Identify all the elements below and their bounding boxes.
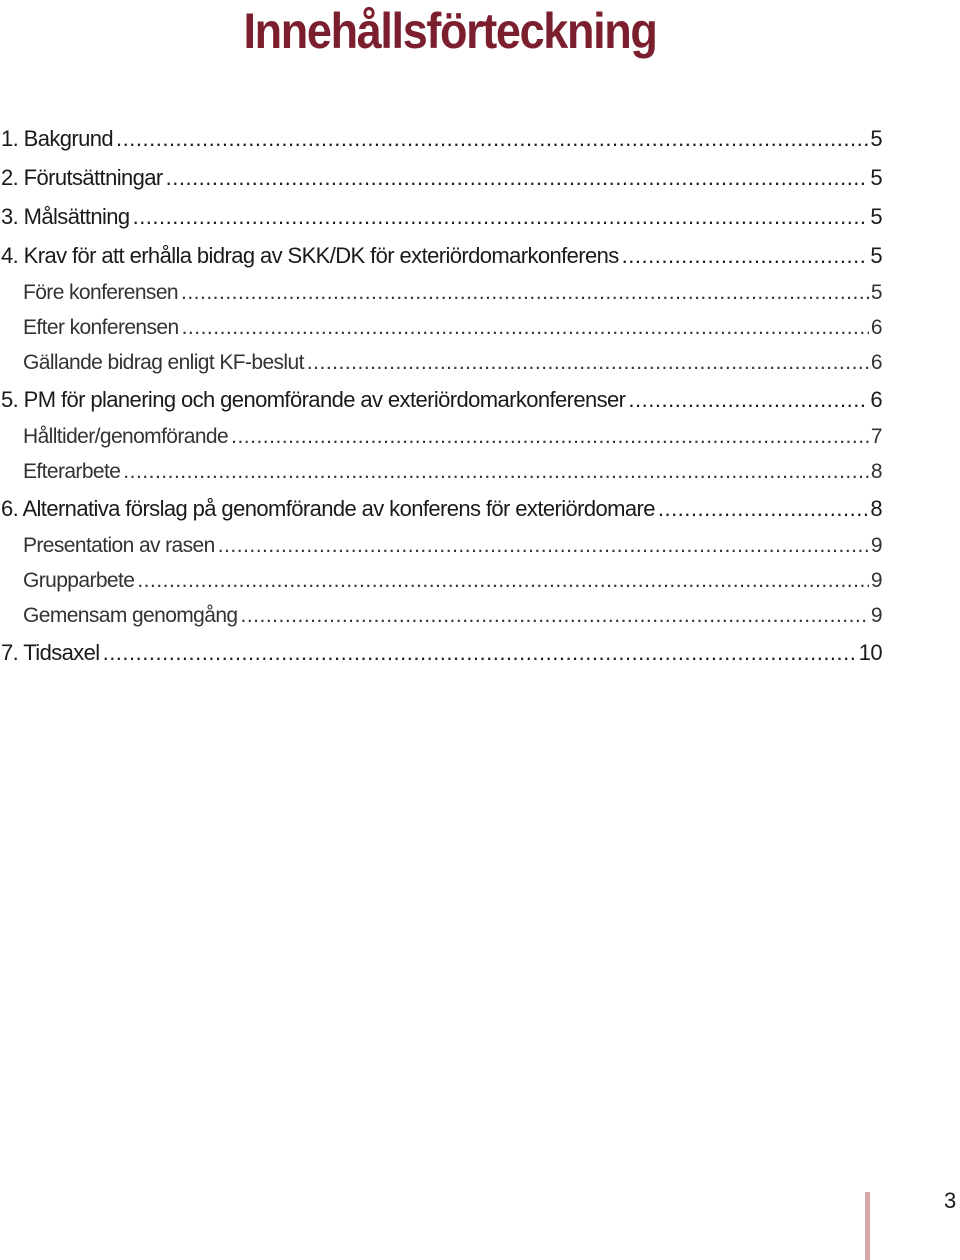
dot-leader bbox=[182, 310, 869, 345]
toc-entry-page: 9 bbox=[870, 604, 882, 627]
toc-entry-label: Efterarbete bbox=[23, 460, 121, 483]
toc-entry-label: Grupparbete bbox=[23, 569, 135, 592]
toc-entry-label: Gemensam genomgång bbox=[23, 604, 238, 627]
dot-leader bbox=[123, 454, 869, 489]
toc-subentry[interactable] bbox=[0, 275, 882, 310]
toc-subentry[interactable] bbox=[0, 310, 882, 345]
toc-entry-label: Före konferensen bbox=[23, 281, 178, 304]
dot-leader bbox=[231, 419, 869, 454]
toc-entry[interactable] bbox=[0, 236, 882, 275]
dot-leader bbox=[218, 528, 869, 563]
dot-leader bbox=[622, 236, 869, 275]
toc-entry-page: 5 bbox=[870, 243, 882, 268]
dot-leader bbox=[241, 598, 869, 633]
toc-subentry[interactable] bbox=[0, 419, 882, 454]
dot-leader bbox=[628, 380, 868, 419]
toc-subentry[interactable] bbox=[0, 528, 882, 563]
toc-subentry[interactable] bbox=[0, 563, 882, 598]
toc-entry-page: 5 bbox=[870, 165, 882, 190]
toc-entry-page: 6 bbox=[870, 351, 882, 374]
dot-leader bbox=[137, 563, 869, 598]
toc-entry[interactable] bbox=[0, 380, 882, 419]
toc-subentry[interactable] bbox=[0, 345, 882, 380]
dot-leader bbox=[658, 489, 869, 528]
toc-entry-label: 5. PM för planering och genomförande av exteriördomarkonferenser bbox=[1, 387, 626, 412]
toc-entry-label: Efter konferensen bbox=[23, 316, 179, 339]
page-number: 3 bbox=[944, 1188, 957, 1213]
toc-entry-page: 5 bbox=[870, 204, 882, 229]
toc-entry[interactable] bbox=[0, 489, 882, 528]
toc-entry-page: 6 bbox=[870, 387, 882, 412]
toc-entry[interactable] bbox=[0, 119, 882, 158]
toc-entry-label: Gällande bidrag enligt KF-beslut bbox=[23, 351, 304, 374]
toc-entry-page: 6 bbox=[870, 316, 882, 339]
toc-entry-page: 10 bbox=[858, 640, 882, 665]
toc-entry-page: 9 bbox=[870, 569, 882, 592]
dot-leader bbox=[307, 345, 869, 380]
toc-entry-label: Hålltider/genomförande bbox=[23, 425, 229, 448]
toc-entry-page: 8 bbox=[870, 460, 882, 483]
dot-leader bbox=[181, 275, 869, 310]
toc-entry-label: 6. Alternativa förslag på genomförande av konferens för exteriördomare bbox=[1, 496, 655, 521]
toc-subentry[interactable] bbox=[0, 454, 882, 489]
toc-entry-label: 3. Målsättning bbox=[1, 204, 130, 229]
toc-entry-label: 1. Bakgrund bbox=[1, 126, 114, 151]
toc-entry-label: 2. Förutsättningar bbox=[1, 165, 163, 190]
toc-entry-page: 8 bbox=[870, 496, 882, 521]
toc-entry-page: 5 bbox=[870, 126, 882, 151]
toc-entry[interactable] bbox=[0, 158, 882, 197]
toc-entry-label: 7. Tidsaxel bbox=[1, 640, 100, 665]
toc-entry[interactable] bbox=[0, 633, 882, 672]
dot-leader bbox=[166, 158, 869, 197]
toc-entry-page: 9 bbox=[870, 534, 882, 557]
toc-entry-page: 7 bbox=[870, 425, 882, 448]
page-margin-rule bbox=[865, 1192, 870, 1260]
toc-entry-label: Presentation av rasen bbox=[23, 534, 215, 557]
toc-entry-label: 4. Krav för att erhålla bidrag av SKK/DK för exteriördomarkonferens bbox=[1, 243, 619, 268]
table-of-contents bbox=[0, 119, 882, 672]
page-title: Innehållsförteckning bbox=[243, 3, 657, 59]
toc-subentry[interactable] bbox=[0, 598, 882, 633]
dot-leader bbox=[116, 119, 868, 158]
toc-entry[interactable] bbox=[0, 197, 882, 236]
dot-leader bbox=[103, 633, 857, 672]
dot-leader bbox=[133, 197, 869, 236]
toc-entry-page: 5 bbox=[870, 281, 882, 304]
